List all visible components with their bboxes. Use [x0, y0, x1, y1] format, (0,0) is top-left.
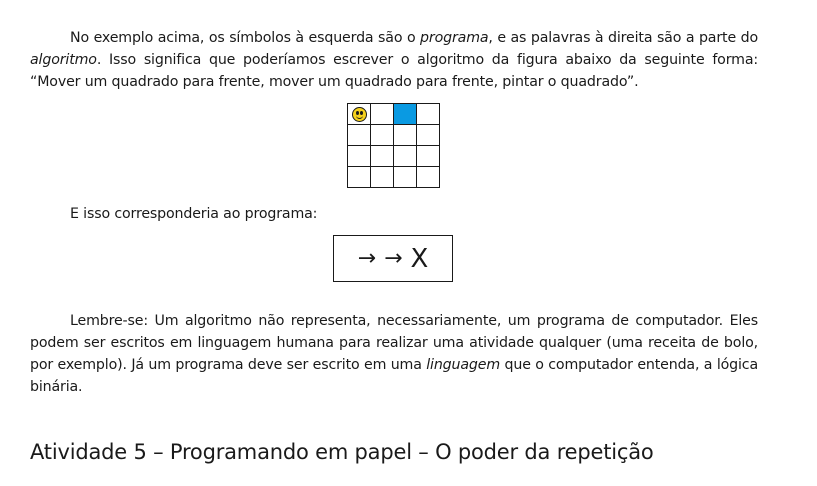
grid-cell [417, 146, 440, 167]
grid-cell-robot [348, 104, 371, 125]
grid-cell [394, 146, 417, 167]
emphasis-algoritmo: algoritmo [30, 52, 97, 68]
program-box [333, 235, 453, 282]
grid-cell [417, 125, 440, 146]
grid-cell [348, 167, 371, 188]
paragraph-text: que o computador entenda, a lógica binária. [30, 357, 758, 395]
grid-cell [394, 125, 417, 146]
grid-figure [347, 103, 440, 188]
grid-cell [371, 125, 394, 146]
grid-cell [348, 125, 371, 146]
intro-paragraph [30, 27, 758, 93]
paragraph-text: Lembre-se: Um algoritmo não representa, necessariamente, um programa de computador. Eles podem ser escritos em linguagem humana para realizar uma atividade qualquer (uma receita de bolo, por exemplo). Já um programa deve ser escrito em uma [30, 313, 758, 373]
grid-cell-painted [394, 104, 417, 125]
paragraph-text: . Isso significa que poderíamos escrever o algoritmo da figura abaixo da seguinte forma: “Mover um quadrado para frente, mover um quadrado para frente, pintar o quadrado”. [30, 52, 758, 90]
smiley-face-icon [352, 107, 367, 122]
grid-cell [371, 146, 394, 167]
right-arrow-icon: → [357, 246, 377, 271]
grid-cell [371, 104, 394, 125]
grid-cell [417, 104, 440, 125]
emphasis-programa: programa [420, 30, 489, 46]
right-arrow-icon: → [384, 246, 403, 271]
reminder-paragraph [30, 310, 758, 398]
paragraph-text: , e as palavras à direita são a parte do [488, 30, 758, 46]
paragraph-text: E isso corresponderia ao programa: [70, 206, 318, 222]
emphasis-linguagem: linguagem [426, 357, 501, 373]
grid-cell [417, 167, 440, 188]
program-intro-paragraph [30, 203, 758, 225]
section-heading: Atividade 5 – Programando em papel – O poder da repetição [30, 440, 654, 464]
paint-symbol: X [410, 243, 429, 274]
grid-cell [394, 167, 417, 188]
grid-cell [348, 146, 371, 167]
grid-cell [371, 167, 394, 188]
paragraph-text: No exemplo acima, os símbolos à esquerda são o [70, 30, 421, 46]
